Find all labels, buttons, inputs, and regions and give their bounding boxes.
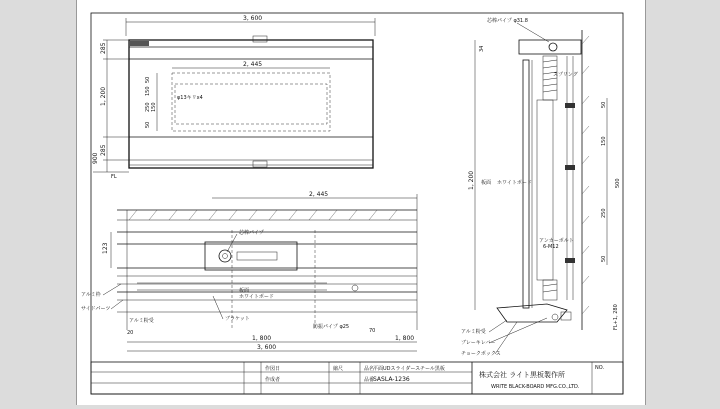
dim-fl-1280: FL+1, 280 [613,304,619,330]
tb-name-label: 品名 [364,366,375,372]
dim-1800-b: 1, 800 [395,335,415,342]
spring-coil [543,56,557,100]
label-altray-side: アルミ粉受 [461,329,486,335]
label-board: 板面 [239,288,250,294]
dim-height-mid: 1, 200 [100,86,107,106]
top-bracket [519,40,581,54]
label-spring: スプリング [553,72,578,78]
side-dim-4: 50 [601,255,607,262]
label-altray: アルミ粉受 [129,318,154,324]
tb-label-scale: 縮尺 [333,366,344,372]
label-board-side: 板面 [481,180,492,186]
tb-product-code: SASLA-1236 [373,376,410,383]
dim-height-top: 285 [100,42,107,54]
tb-label-drawn: 作図日 [265,366,281,372]
drawing-sheet [76,0,646,405]
label-pipe318: 芯棒パイプ φ31.8 [487,18,528,24]
label-brake: ブレーキレバー [461,340,496,346]
inner-dim-4: 50 [145,121,151,128]
inner-dim-0: 50 [145,76,151,83]
tb-code-label: 品番 [364,377,375,383]
side-dim-0: 50 [601,101,607,108]
dim-1200-side: 1, 200 [468,170,475,190]
side-dim-1: 150 [601,136,607,146]
front-view [92,15,375,180]
dim-70: 70 [369,328,376,334]
pipe-circle [219,250,231,262]
inner-dim-2: 250 [145,102,151,112]
inner-board-dashed [172,73,330,131]
floor-label: FL [111,174,117,180]
label-anchor: アンカーボルト [539,238,574,244]
note-small-hole: φ13キリx4 [177,95,203,101]
label-pipe25: 防振パイプ φ25 [313,324,350,330]
label-alframe: アルミ枠 [81,292,101,298]
dim-width-total: 3, 600 [243,15,263,22]
technical-drawing [77,0,645,405]
label-pipe: 芯棒パイプ [239,230,264,236]
section-view [81,191,417,351]
dim-height-floor: 900 [92,152,99,164]
label-whiteboard: ホワイトボード [497,180,532,186]
dim-section-2445: 2, 445 [309,191,329,198]
tb-company-en: WRITE BLACK-BOARD MFG.CO.,LTD. [491,384,580,390]
dim-34: 34 [479,45,485,52]
side-view [461,17,621,357]
dim-123: 123 [102,242,109,254]
spring-coil-left [129,41,149,46]
inner-dim-3: 150 [151,102,157,112]
inner-dim-1: 150 [145,86,151,96]
side-dim-2: 500 [615,178,621,188]
tb-label-no: NO. [595,365,605,371]
dim-3600: 3, 600 [257,344,277,351]
label-sideparts: サイドパーツ [81,306,111,312]
dim-1800-a: 1, 800 [252,335,272,342]
label-anchor-size: 6-M12 [543,244,559,250]
dim-width-inner: 2, 445 [243,61,263,68]
tb-product-name: 平面UDスライダースチール黒板 [373,366,445,372]
label-chalkbox: チョークボックス [461,351,501,357]
label-board2: ホワイトボード [239,294,274,300]
side-dim-3: 250 [601,208,607,218]
title-block [91,362,623,394]
dim-height-bot: 285 [100,144,107,156]
tb-label-author: 作成者 [265,377,281,383]
label-bracket: ブラケット [225,316,250,322]
tb-company-jp: 株式会社 ライト黒板製作所 [479,371,566,379]
dim-20: 20 [127,330,134,336]
